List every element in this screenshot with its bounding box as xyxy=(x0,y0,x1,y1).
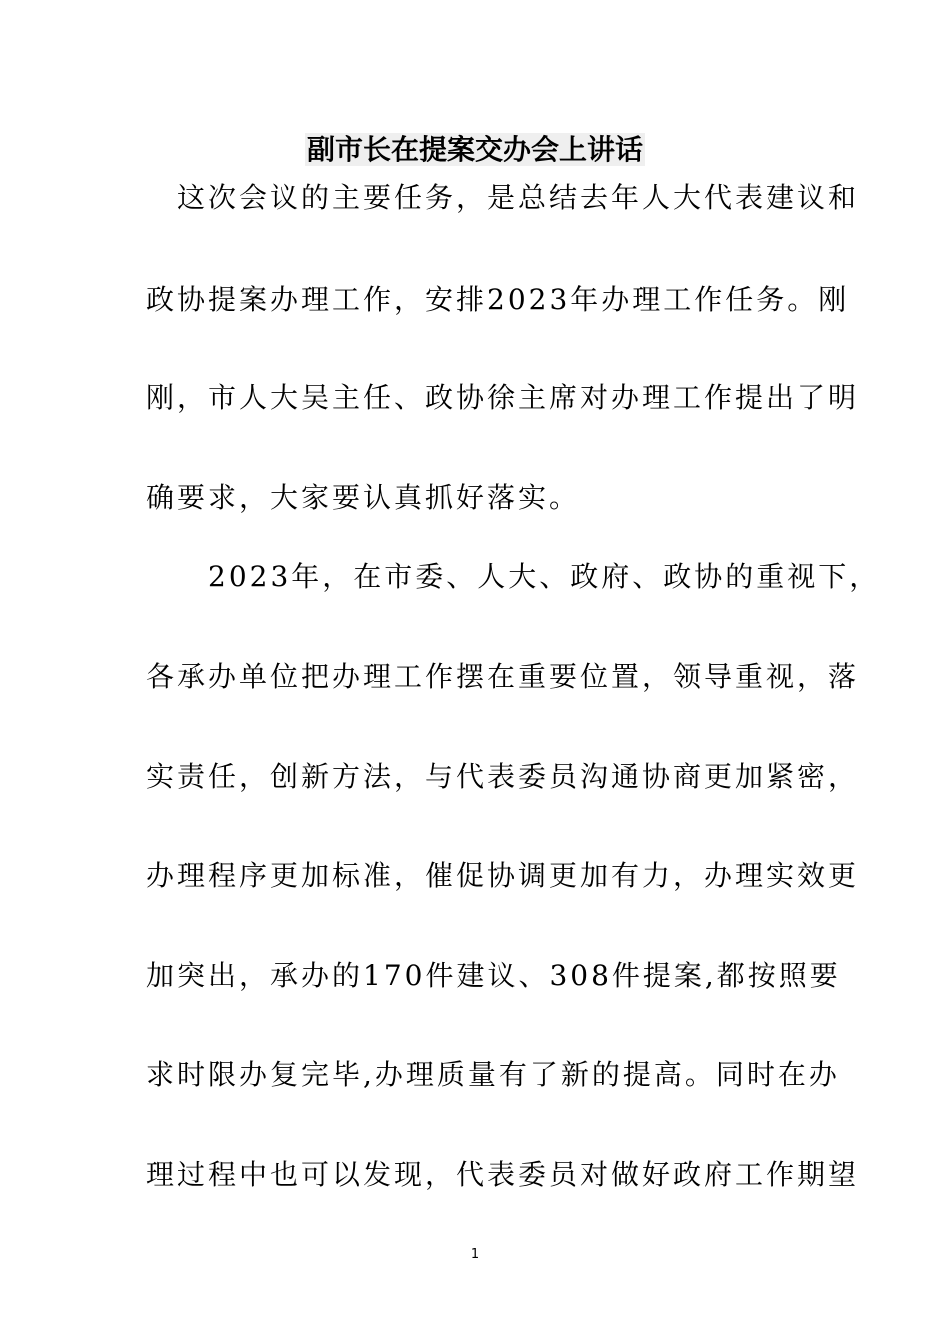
body-line-11: 理过程中也可以发现，代表委员对做好政府工作期望 xyxy=(146,1158,860,1191)
body-line-6: 各承办单位把办理工作摆在重要位置，领导重视，落 xyxy=(146,660,860,693)
body-line-4: 确要求，大家要认真抓好落实。 xyxy=(146,481,581,514)
body-line-1: 这次会议的主要任务，是总结去年人大代表建议和 xyxy=(146,181,860,214)
body-line-10: 求时限办复完毕,办理质量有了新的提高。同时在办 xyxy=(146,1058,840,1091)
body-line-8: 办理程序更加标准，催促协调更加有力，办理实效更 xyxy=(146,859,860,892)
document-title xyxy=(0,128,950,172)
document-title-text: 副市长在提案交办会上讲话 xyxy=(306,133,643,166)
body-line-7: 实责任，创新方法，与代表委员沟通协商更加紧密， xyxy=(146,760,860,793)
body-line-2: 政协提案办理工作，安排2023年办理工作任务。刚 xyxy=(146,283,850,316)
body-line-5: 2023年，在市委、人大、政府、政协的重视下， xyxy=(146,560,881,593)
body-line-3: 刚，市人大吴主任、政协徐主席对办理工作提出了明 xyxy=(146,381,860,414)
body-line-9: 加突出，承办的170件建议、308件提案,都按照要 xyxy=(146,959,841,992)
page-number: 1 xyxy=(470,1247,480,1262)
